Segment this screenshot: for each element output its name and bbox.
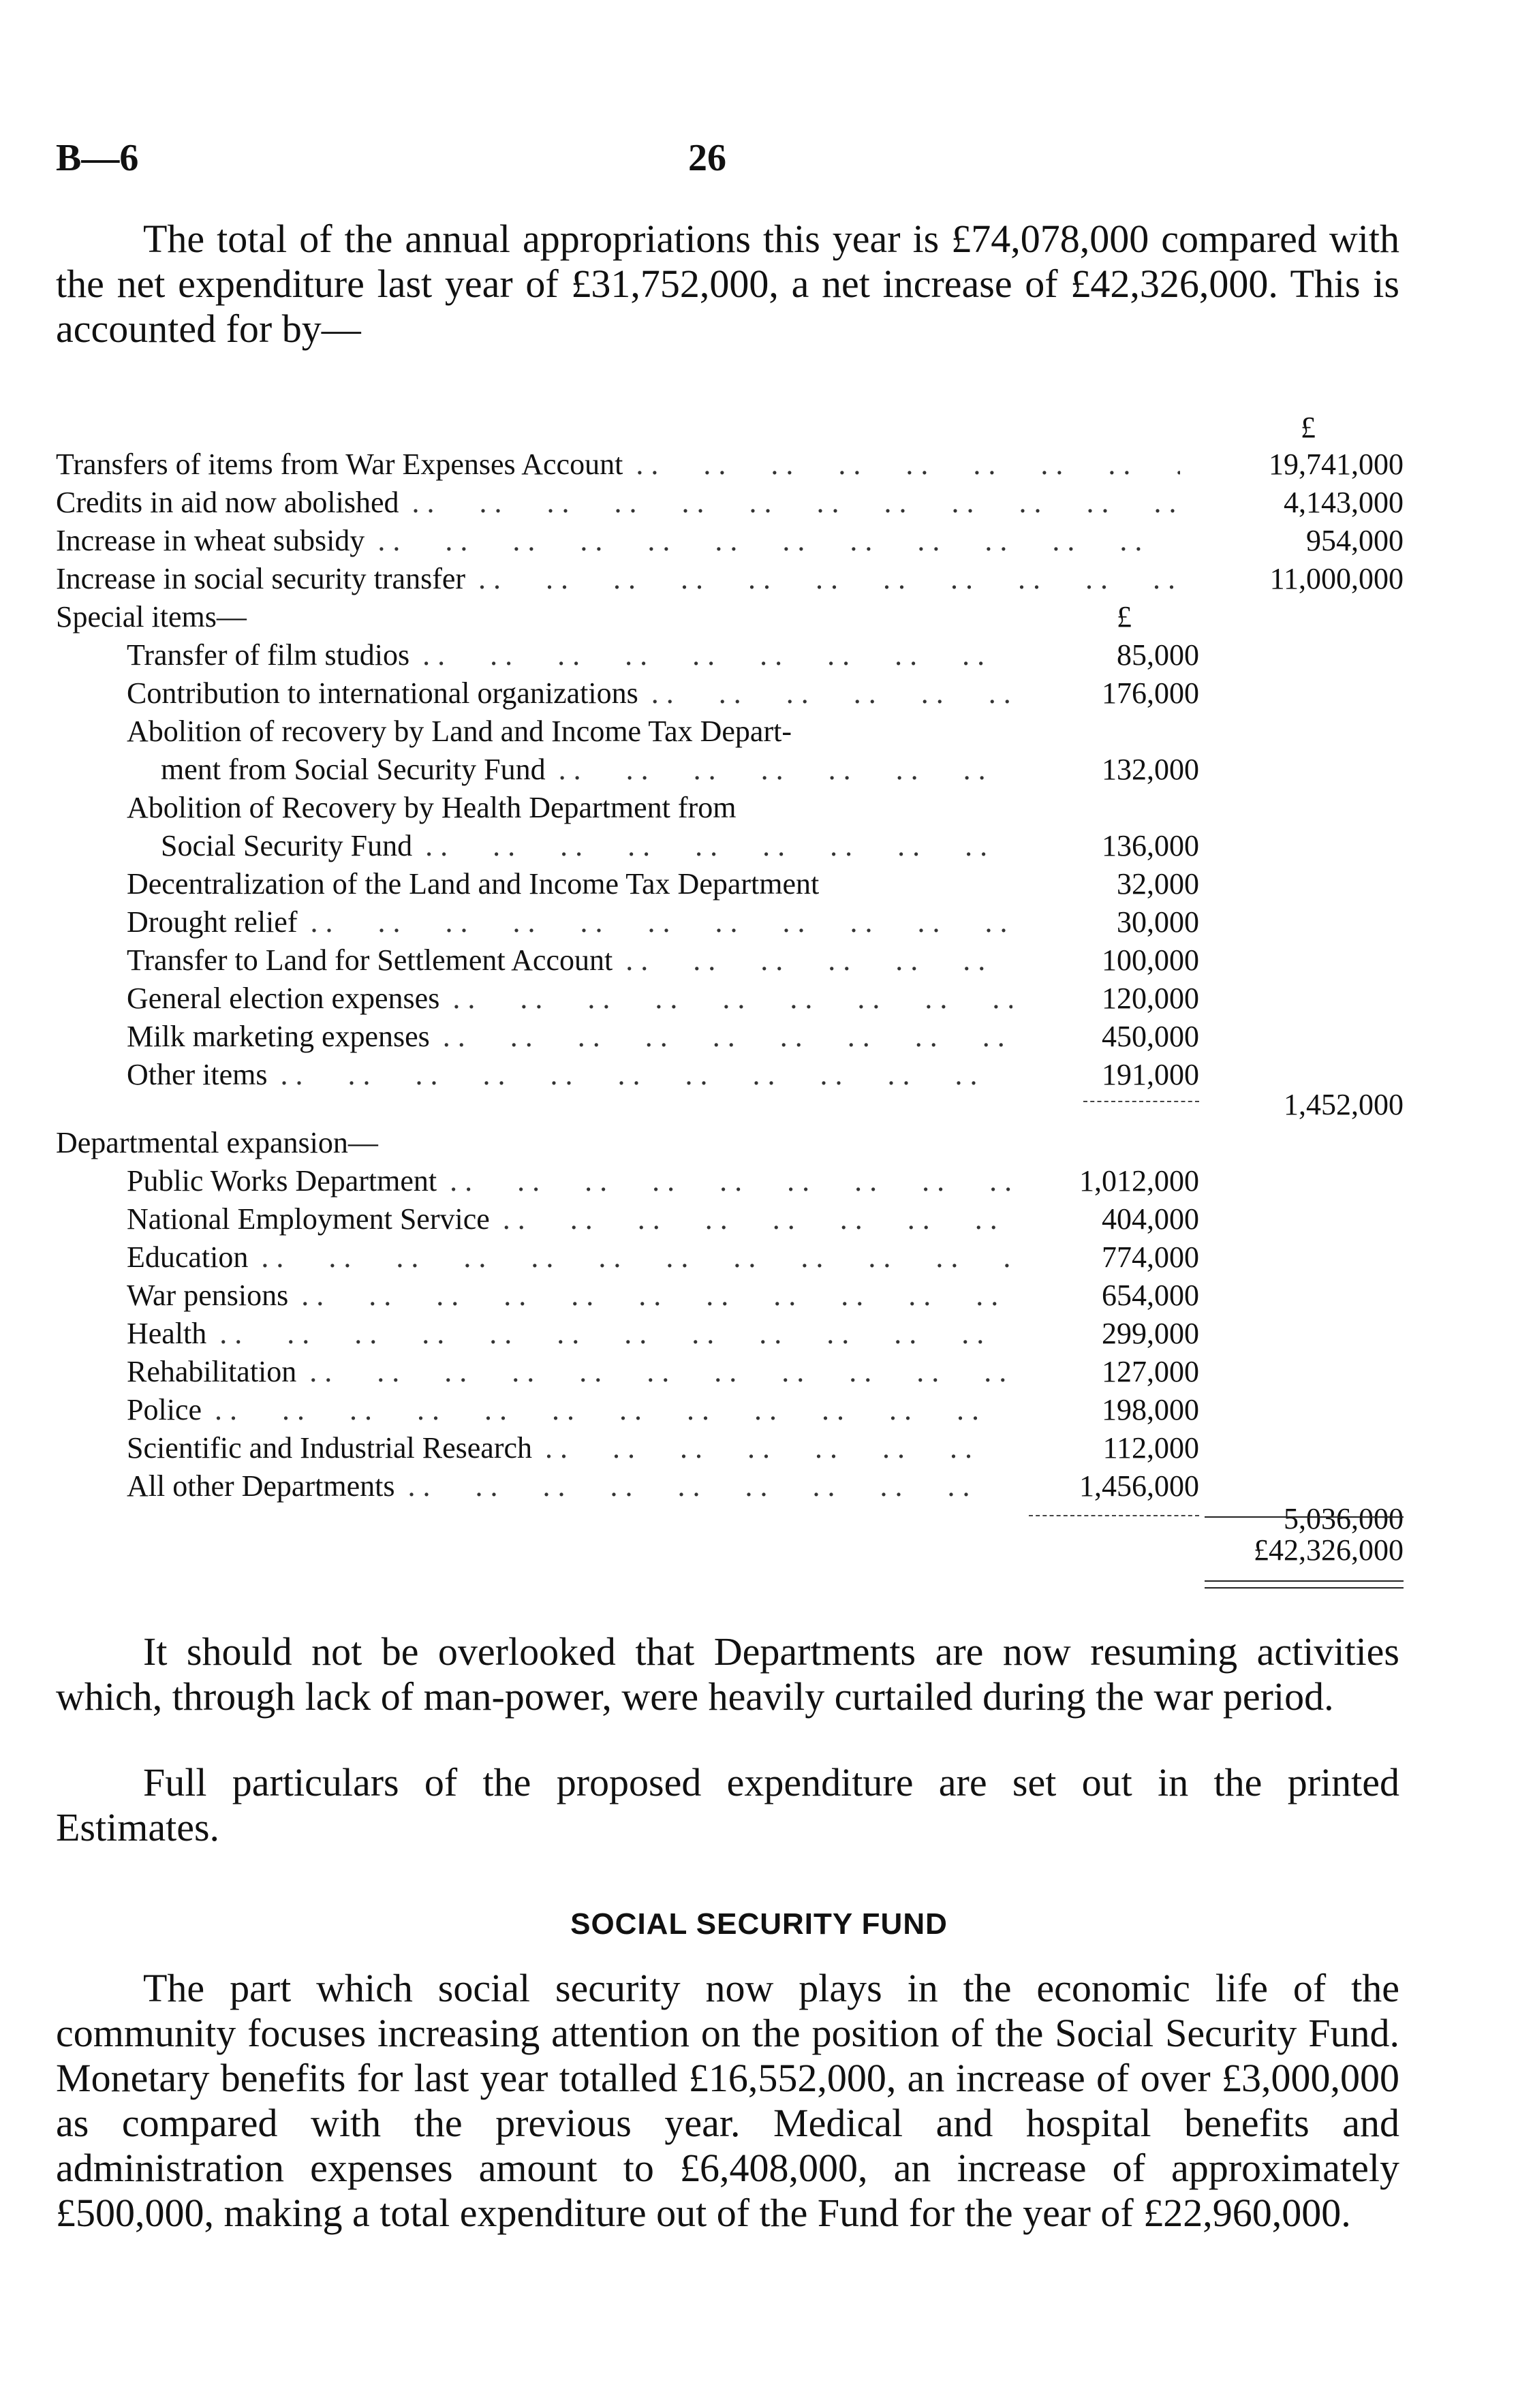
special-items-total-row — [0, 1087, 1518, 1125]
row-amount: 450,000 — [1102, 1020, 1199, 1053]
row-amount: 4,143,000 — [1284, 486, 1404, 519]
row-amount: 85,000 — [1117, 638, 1199, 672]
table-row — [0, 523, 1518, 561]
resuming-activities-paragraph: It should not be overlooked that Departments are now resuming activities which, through lack of man-power, were heavily curtailed during the war period. — [56, 1629, 1399, 1719]
row-label: Transfer to Land for Settlement Account — [127, 943, 618, 977]
row-amount: 198,000 — [1102, 1393, 1199, 1426]
row-amount: 654,000 — [1102, 1279, 1199, 1312]
row-label: All other Departments — [127, 1469, 400, 1503]
row-label-continued: Social Security Fund — [161, 829, 418, 862]
row-label: Decentralization of the Land and Income Tax Department — [127, 867, 820, 901]
departmental-total-row — [0, 1459, 1518, 1535]
row-amount: 954,000 — [1306, 524, 1404, 557]
pound-unit-heading: £ — [1301, 411, 1316, 444]
row-label: Drought relief — [127, 905, 303, 939]
table-row — [0, 447, 1518, 485]
table-row — [0, 638, 1518, 676]
row-label: Education — [127, 1240, 253, 1274]
table-row — [0, 1354, 1518, 1392]
table-row — [0, 866, 1518, 905]
grand-total-row — [0, 1533, 1518, 1571]
row-label: Scientific and Industrial Research — [127, 1431, 538, 1465]
row-label: Transfers of items from War Expenses Account — [56, 448, 628, 481]
table-row — [0, 905, 1518, 943]
grand-total: £42,326,000 — [1254, 1533, 1404, 1567]
row-label: National Employment Service — [127, 1202, 495, 1236]
row-amount: 112,000 — [1102, 1431, 1199, 1465]
row-label: Credits in aid now abolished — [56, 486, 405, 519]
row-amount: 1,012,000 — [1079, 1164, 1199, 1198]
table-row — [0, 1316, 1518, 1354]
table-row — [0, 1019, 1518, 1057]
table-row — [0, 1163, 1518, 1202]
row-amount: 120,000 — [1102, 982, 1199, 1015]
row-label: Increase in social security transfer — [56, 562, 471, 595]
table-row — [0, 752, 1518, 790]
row-amount: 100,000 — [1102, 943, 1199, 977]
table-row — [0, 943, 1518, 981]
table-row — [0, 1240, 1518, 1278]
table-row — [0, 485, 1518, 523]
row-label: Rehabilitation — [127, 1355, 302, 1388]
row-label-continued: ment from Social Security Fund — [161, 753, 551, 786]
row-label: Milk marketing expenses — [127, 1020, 435, 1053]
total-rule — [1205, 1516, 1404, 1518]
row-label: War pensions — [127, 1279, 294, 1312]
row-amount: 11,000,000 — [1269, 562, 1404, 595]
table-row — [0, 714, 1518, 752]
row-amount: 191,000 — [1102, 1058, 1199, 1091]
table-row — [0, 676, 1518, 714]
social-security-paragraph: The part which social security now plays in the economic life of the community focuses increasing attention on the position of the Social Security Fund. Monetary benefits for last year totalled £16,552,000, an increase of over £3,000,000 as compared with the previous year. Medical and hospital benefits and administration expenses amount to £6,408,000, an increase of approximately £500,000, making a total expenditure out of the Fund for the year of £22,960,000. — [56, 1966, 1399, 2235]
table-row — [0, 981, 1518, 1019]
double-rule-bottom — [1205, 1587, 1404, 1589]
double-rule-top — [1205, 1580, 1404, 1582]
table-row — [0, 1392, 1518, 1430]
departmental-total: 5,036,000 — [1284, 1502, 1404, 1535]
row-amount: 136,000 — [1102, 829, 1199, 862]
row-label: Health — [127, 1317, 212, 1350]
table-row — [0, 561, 1518, 599]
row-label: Other items — [127, 1058, 273, 1091]
table-row — [0, 1278, 1518, 1316]
row-label: Increase in wheat subsidy — [56, 524, 370, 557]
row-amount: 127,000 — [1102, 1355, 1199, 1388]
section-title: SOCIAL SECURITY FUND — [570, 1907, 948, 1941]
row-label: Abolition of Recovery by Health Department from — [127, 791, 737, 824]
document-reference: B—6 — [56, 137, 139, 179]
row-amount: 19,741,000 — [1269, 448, 1404, 481]
row-label: Transfer of film studios — [127, 638, 415, 672]
row-amount: 132,000 — [1102, 753, 1199, 786]
row-label: Contribution to international organizations — [127, 676, 644, 710]
row-amount: 32,000 — [1117, 867, 1199, 901]
special-items-total: 1,452,000 — [1284, 1088, 1404, 1121]
row-label: Police — [127, 1393, 207, 1426]
pound-unit-subheading: £ — [1117, 600, 1132, 634]
special-items-heading-row — [0, 599, 1518, 638]
subtotal-rule — [1029, 1515, 1199, 1516]
departmental-heading: Departmental expansion— — [56, 1126, 378, 1159]
row-amount: 404,000 — [1102, 1202, 1199, 1236]
row-amount: 1,456,000 — [1079, 1469, 1199, 1503]
row-amount: 299,000 — [1102, 1317, 1199, 1350]
row-amount: 176,000 — [1102, 676, 1199, 710]
estimates-paragraph: Full particulars of the proposed expenditure are set out in the printed Estimates. — [56, 1760, 1399, 1849]
page-number: 26 — [688, 137, 726, 179]
table-row — [0, 1202, 1518, 1240]
row-label: Public Works Department — [127, 1164, 442, 1198]
departmental-heading-row — [0, 1125, 1518, 1163]
row-label: General election expenses — [127, 982, 445, 1015]
special-items-heading: Special items— — [56, 600, 247, 634]
intro-paragraph: The total of the annual appropriations this year is £74,078,000 compared with the net expenditure last year of £31,752,000, a net increase of £42,326,000. This is accounted for by— — [56, 217, 1399, 351]
table-row — [0, 828, 1518, 866]
row-amount: 30,000 — [1117, 905, 1199, 939]
row-amount: 774,000 — [1102, 1240, 1199, 1274]
table-row — [0, 790, 1518, 828]
row-label: Abolition of recovery by Land and Income Tax Depart- — [127, 715, 792, 748]
